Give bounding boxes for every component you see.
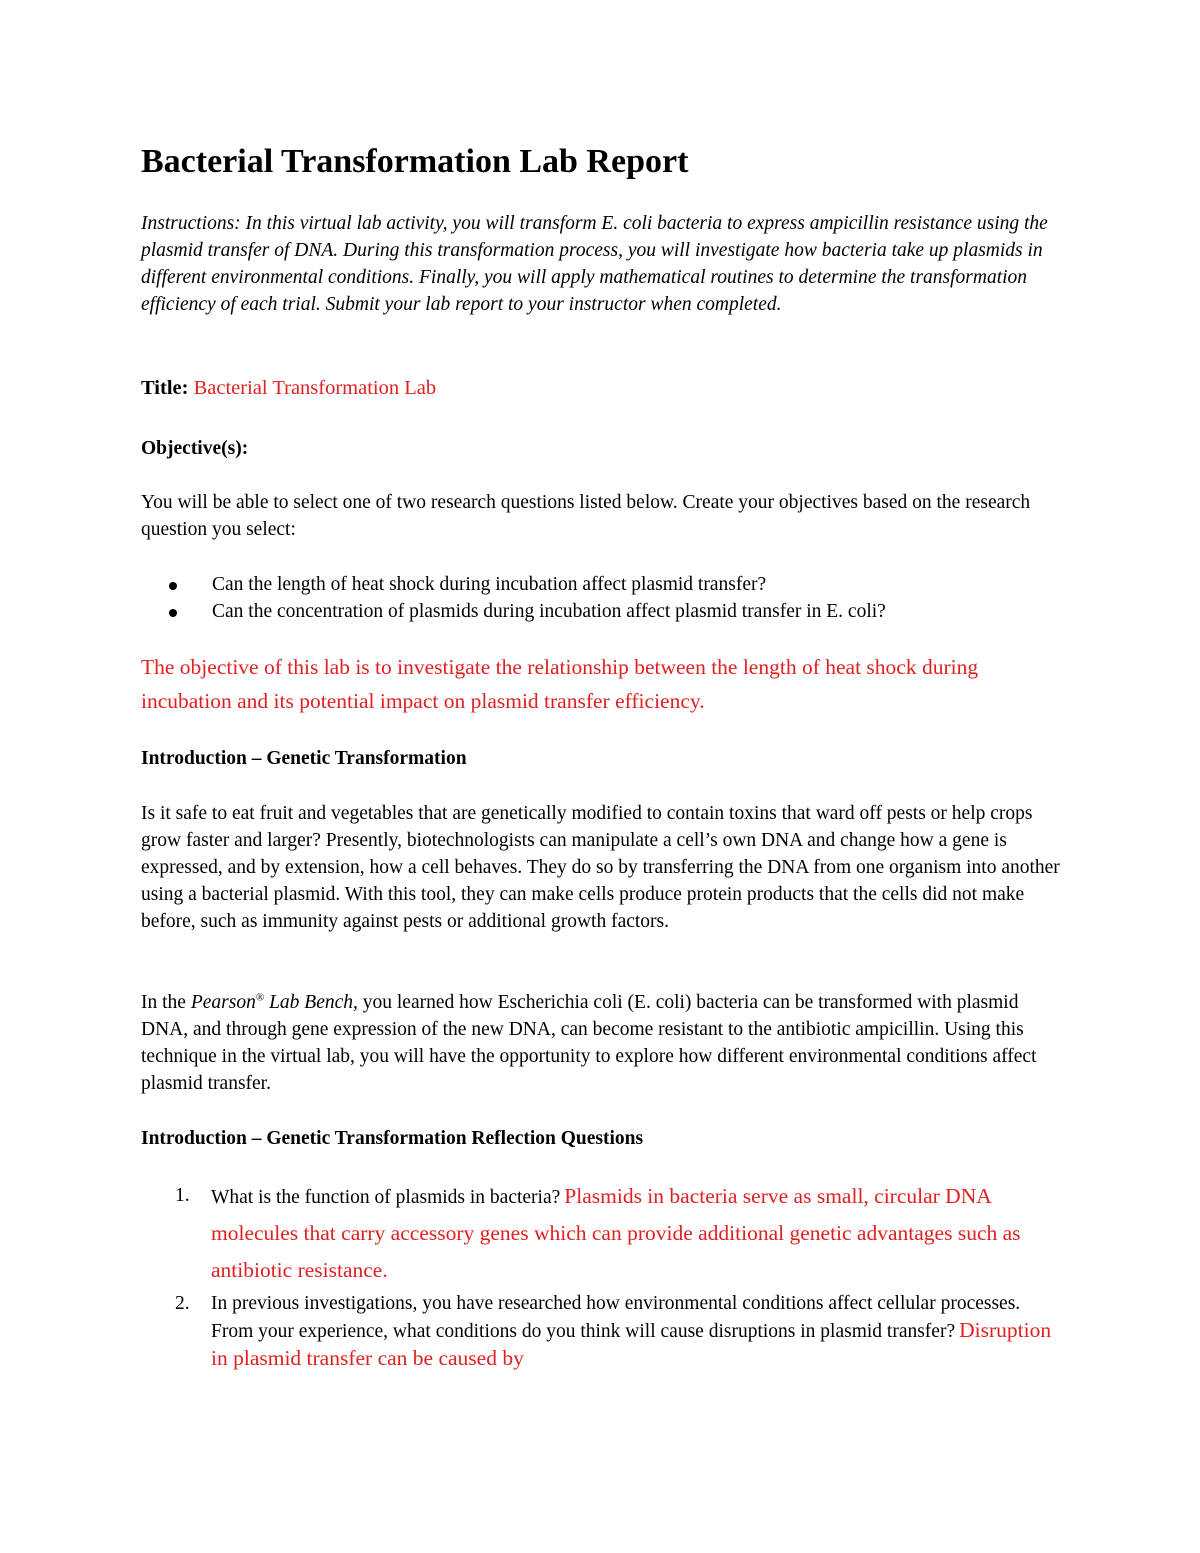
title-line [141, 375, 1061, 402]
answer-text: Disruption in plasmid transfer can be caused by [211, 1318, 1052, 1370]
product-name: Lab Bench [264, 992, 354, 1013]
bullet-icon [169, 582, 177, 590]
intro-paragraph-1: Is it safe to eat fruit and vegetables that are genetically modified to contain toxins that ward off pests or help crops grow faster and larger? Presently, biotechnologists can manipulate a cell’s own DNA and change how a gene is expressed, and by extension, how a cell behaves. They do so by transferring the DNA from one organism into another using a bacterial plasmid. With this tool, they can make cells produce protein products that the cells did not make before, such as immunity against pests or additional growth factors. [141, 803, 1060, 932]
title-label: Title: [141, 377, 189, 399]
question-number: 1. [175, 1185, 190, 1206]
objectives-heading: Objective(s): [141, 438, 249, 459]
answer-text: Plasmids in bacteria serve as small, circular DNA molecules that carry accessory genes which can provide additional genetic advantages such as antibiotic resistance. [211, 1184, 1021, 1282]
intro-rest: , you learned how Escherichia coli (E. coli) bacteria can be transformed with plasmid DNA, and through gene expression of the new DNA, can become resistant to the antibiotic ampicillin. Using this technique in the virtual lab, you will have the opportunity to explore how different environmental conditions affect plasmid transfer. [141, 992, 1037, 1094]
list-item [141, 598, 1061, 625]
intro-heading: Introduction – Genetic Transformation [141, 748, 467, 769]
list-item [141, 1290, 1061, 1372]
research-question-text: Can the length of heat shock during incubation affect plasmid transfer? [212, 574, 767, 595]
brand-name: Pearson [190, 992, 256, 1013]
reflection-heading: Introduction – Genetic Transformation Reflection Questions [141, 1128, 644, 1149]
research-question-list [141, 571, 1061, 625]
instructions-paragraph: Instructions: In this virtual lab activity, you will transform E. coli bacteria to express ampicillin resistance using the plasmid transfer of DNA. During this transformation process, you will investigate how bacteria take up plasmids in different environmental conditions. Finally, you will apply mathematical routines to determine the transformation efficiency of each trial. Submit your lab report to your instructor when completed. [141, 213, 1048, 315]
research-question-text: Can the concentration of plasmids during incubation affect plasmid transfer in E. coli? [212, 601, 886, 622]
list-item [141, 1179, 1061, 1290]
reflection-question-list [141, 1179, 1061, 1372]
title-value: Bacterial Transformation Lab [193, 377, 437, 399]
question-text: What is the function of plasmids in bacteria? [211, 1187, 561, 1208]
intro-prefix: In the [141, 992, 191, 1013]
question-number: 2. [175, 1293, 190, 1314]
bullet-icon [169, 609, 177, 617]
question-text: In previous investigations, you have researched how environmental conditions affect cellular processes. From your experience, what conditions do you think will cause disruptions in plasmid transfer? [211, 1293, 1021, 1342]
list-item [141, 571, 1061, 598]
registered-mark: ® [255, 991, 265, 1004]
intro-paragraph-2 [141, 989, 1061, 1097]
objective-answer: The objective of this lab is to investigate the relationship between the length of heat shock during incubation and its potential impact on plasmid transfer efficiency. [141, 655, 979, 713]
objectives-intro: You will be able to select one of two research questions listed below. Create your objectives based on the research question you select: [141, 492, 1031, 540]
document-title: Bacterial Transformation Lab Report [141, 143, 689, 180]
